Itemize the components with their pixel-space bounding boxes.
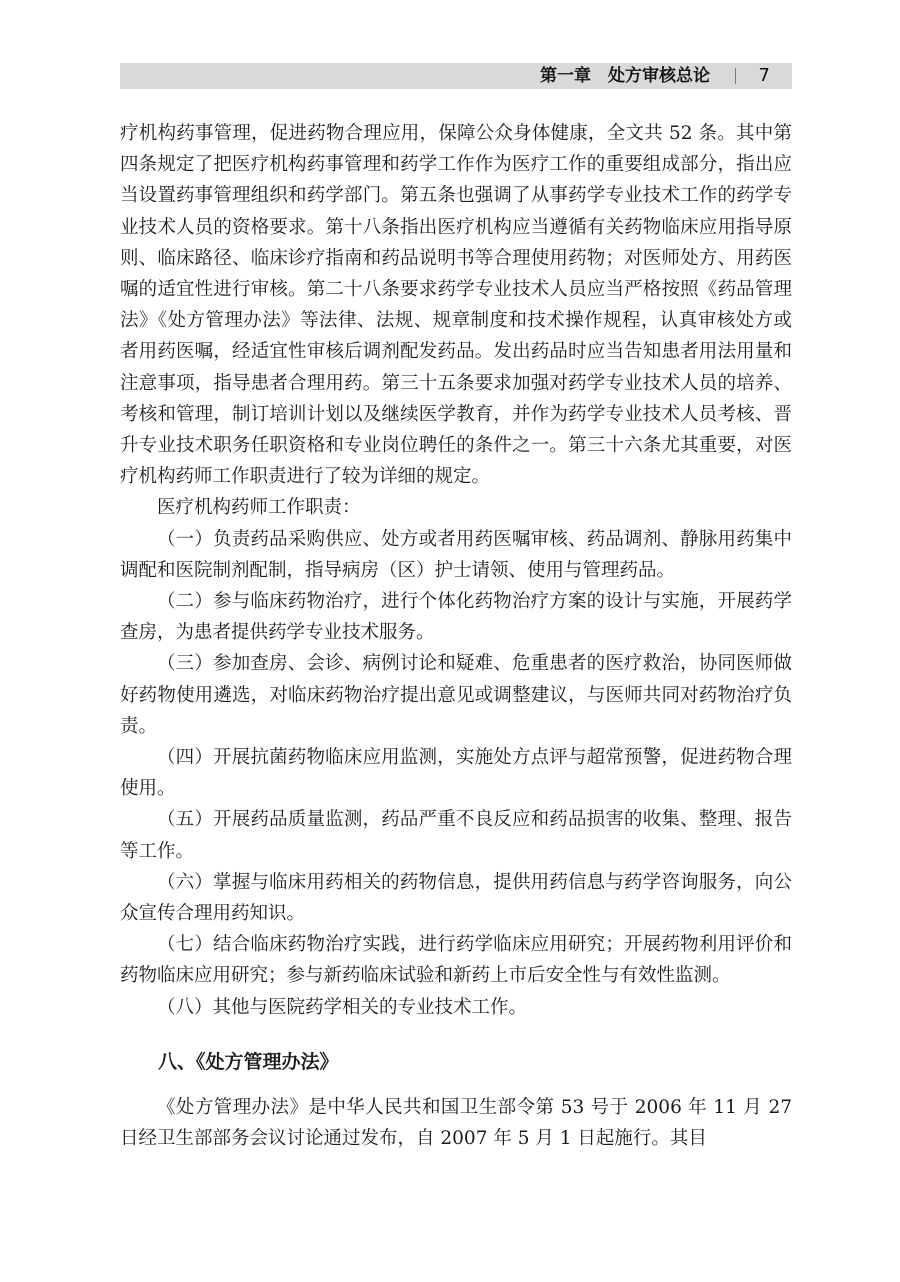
duty-item-8: （八）其他与医院药学相关的专业技术工作。 <box>157 996 528 1018</box>
body-paragraph: 疗机构药事管理，促进药物合理应用，保障公众身体健康，全文共 52 条。其中第四条规定了把医疗机构药事管理和药学工作作为医疗工作的重要组成部分，指出应当设置药事管理组织和药学部门。第五条也强调了从事药学专业技术工作的药学专业技术人员的资格要求。第十八条指出医疗机构应当遵循有关药物临床应用指导原则、临床路径、临床诊疗指南和药品说明书等合理使用药物；对医师处方、用药医嘱的适宜性进行审核。第二十八条要求药学专业技术人员应当严格按照《药品管理法》《处方管理办法》等法律、法规、规章制度和技术操作规程，认真审核处方或者用药医嘱，经适宜性审核后调剂配发药品。发出药品时应当告知患者用法用量和注意事项，指导患者合理用药。第三十五条要求加强对药学专业技术人员的培养、考核和管理，制订培训计划以及继续医学教育，并作为药学专业技术人员考核、晋升专业技术职务任职资格和专业岗位聘任的条件之一。第三十六条尤其重要，对医疗机构药师工作职责进行了较为详细的规定。 <box>120 123 792 488</box>
section-paragraph: 《处方管理办法》是中华人民共和国卫生部令第 53 号于 2006 年 11 月 27 日经卫生部部务会议讨论通过发布，自 2007 年 5 月 1 日起施行。其目 <box>120 1096 792 1150</box>
section-heading: 八、《处方管理办法》 <box>158 1050 339 1073</box>
chapter-title: 第一章 处方审核总论 <box>540 66 710 86</box>
duty-item-1: （一）负责药品采购供应、处方或者用药医嘱审核、药品调剂、静脉用药集中调配和医院制剂配制，指导病房（区）护士请领、使用与管理药品。 <box>120 528 792 581</box>
page-number: 7 <box>758 65 770 86</box>
duty-item-5: （五）开展药品质量监测，药品严重不良反应和药品损害的收集、整理、报告等工作。 <box>120 809 792 862</box>
duty-item-4: （四）开展抗菌药物临床应用监测，实施处方点评与超常预警，促进药物合理使用。 <box>120 747 792 800</box>
duty-item-2: （二）参与临床药物治疗，进行个体化药物治疗方案的设计与实施，开展药学查房，为患者提供药学专业技术服务。 <box>120 591 792 644</box>
duty-item-7: （七）结合临床药物治疗实践，进行药学临床应用研究；开展药物利用评价和药物临床应用研究；参与新药临床试验和新药上市后安全性与有效性监测。 <box>120 934 792 987</box>
running-header <box>120 63 792 89</box>
duty-item-6: （六）掌握与临床用药相关的药物信息，提供用药信息与药学咨询服务，向公众宣传合理用药知识。 <box>120 871 792 925</box>
duty-item-3: （三）参加查房、会诊、病例讨论和疑难、危重患者的医疗救治，协同医师做好药物使用遴选，对临床药物治疗提出意见或调整建议，与医师共同对药物治疗负责。 <box>120 653 792 737</box>
header-divider <box>735 68 736 84</box>
page-body <box>120 118 792 1154</box>
duties-intro: 医疗机构药师工作职责： <box>157 497 361 519</box>
